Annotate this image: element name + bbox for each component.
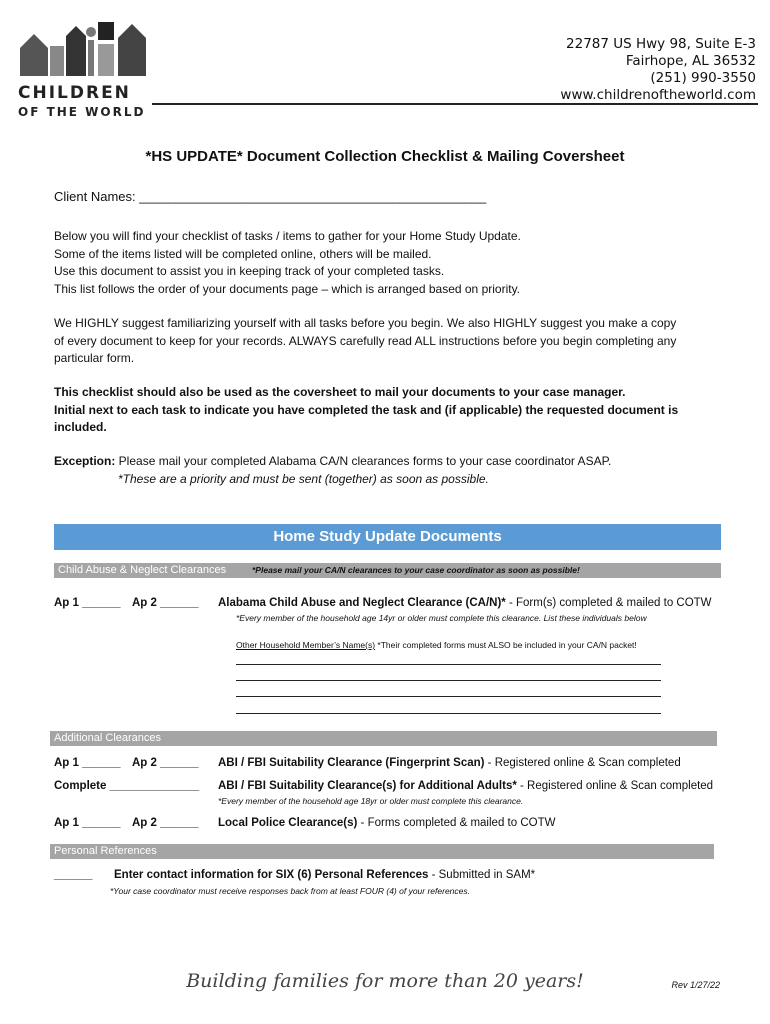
can-bar-label: Child Abuse & Neglect Clearances [58,564,227,576]
exception-text: Please mail your completed Alabama CA/N clearances forms to your case coordinator ASAP. [115,454,612,468]
can-ap1-field[interactable]: Ap 1 ______ [54,597,121,609]
company-logo [18,18,148,119]
references-note: *Your case coordinator must receive responses back from at least FOUR (4) of your references. [110,886,470,896]
references-item-desc: - Submitted in SAM* [428,869,536,881]
abi-ap1-field[interactable]: Ap 1 ______ [54,757,121,769]
logo-line2: OF THE WORLD [18,105,146,119]
page-title: *HS UPDATE* Document Collection Checklist & Mailing Coversheet [145,148,625,165]
intro-line: Use this document to assist you in keeping track of your completed tasks. [54,264,445,278]
abi-adults-item [218,780,713,792]
client-names-field[interactable]: Client Names: ________________________________________________ [54,189,487,204]
intro-line: Some of the items listed will be completed online, others will be mailed. [54,246,432,261]
can-bar-note: *Please mail your CA/N clearances to your case coordinator as soon as possible! [252,565,580,575]
police-item-desc: - Forms completed & mailed to COTW [357,817,556,829]
intro-line: This list follows the order of your documents page – which is arranged based on priority. [54,281,521,296]
can-item-title: Alabama Child Abuse and Neglect Clearance (CA/N)* [218,597,506,609]
logo-houses-icon [18,18,148,78]
household-note: *Their completed forms must ALSO be included in your CA/N packet! [375,640,637,650]
revision-date: Rev 1/27/22 [671,980,720,990]
abi-item-desc: - Registered online & Scan completed [484,757,681,769]
can-note: *Every member of the household age 14yr or older must complete this clearance. List these individuals below [236,613,647,623]
abi-item-title: ABI / FBI Suitability Clearance (Fingerprint Scan) [218,757,485,769]
exception-label: Exception: [54,454,116,468]
references-section-bar: Personal References [50,844,714,859]
coversheet-line: This checklist should also be used as the coversheet to mail your documents to your case manager. [54,385,626,399]
household-name-line[interactable] [236,696,661,697]
abi-adults-desc: - Registered online & Scan completed [516,780,714,792]
intro-line: Below you will find your checklist of tasks / items to gather for your Home Study Update. [54,229,521,243]
abi-adults-title: ABI / FBI Suitability Clearance(s) for Additional Adults* [218,780,517,792]
references-initial-field[interactable]: ______ [54,869,93,881]
exception-note: *These are a priority and must be sent (together) as soon as possible. [118,471,489,486]
exception-paragraph [54,453,734,488]
can-item-desc: - Form(s) completed & mailed to COTW [505,597,712,609]
abi-item [218,757,681,769]
additional-section-bar: Additional Clearances [50,731,717,746]
household-name-line[interactable] [236,713,661,714]
coversheet-paragraph [54,384,734,437]
address-city: Fairhope, AL 36532 [625,53,756,69]
intro-paragraph [54,228,734,298]
coversheet-line: included. [54,420,107,434]
section-header: Home Study Update Documents [54,524,721,550]
suggest-line: particular form. [54,351,135,365]
suggest-line: We HIGHLY suggest familiarizing yourself with all tasks before you begin. We also HIGHLY suggest you make a copy [54,316,677,330]
references-item [114,869,535,881]
coversheet-line: Initial next to each task to indicate you have completed the task and (if applicable) the requested document is [54,402,679,417]
police-ap2-field[interactable]: Ap 2 ______ [132,817,199,829]
references-item-title: Enter contact information for SIX (6) Personal References [114,869,429,881]
household-label-row [236,640,637,650]
can-item [218,597,712,609]
logo-line1: CHILDREN [18,83,131,103]
footer-tagline: Building families for more than 20 years! [186,970,584,992]
can-ap2-field[interactable]: Ap 2 ______ [132,597,199,609]
household-label: Other Household Member’s Name(s) [236,640,376,650]
police-item [218,817,555,829]
address-phone: (251) 990-3550 [650,70,756,86]
address-street: 22787 US Hwy 98, Suite E-3 [566,36,756,52]
police-ap1-field[interactable]: Ap 1 ______ [54,817,121,829]
suggest-paragraph [54,315,734,368]
abi-ap2-field[interactable]: Ap 2 ______ [132,757,199,769]
household-name-line[interactable] [236,680,661,681]
police-item-title: Local Police Clearance(s) [218,817,358,829]
household-name-line[interactable] [236,664,661,665]
suggest-line: of every document to keep for your records. ALWAYS carefully read ALL instructions before you begin completing any [54,333,677,348]
abi-adults-note: *Every member of the household age 18yr or older must complete this clearance. [218,796,524,806]
abi-adults-complete-field[interactable]: Complete ______________ [54,780,200,792]
address-website: www.childrenoftheworld.com [560,87,756,103]
address-block [560,36,756,104]
can-section-bar [54,563,721,578]
